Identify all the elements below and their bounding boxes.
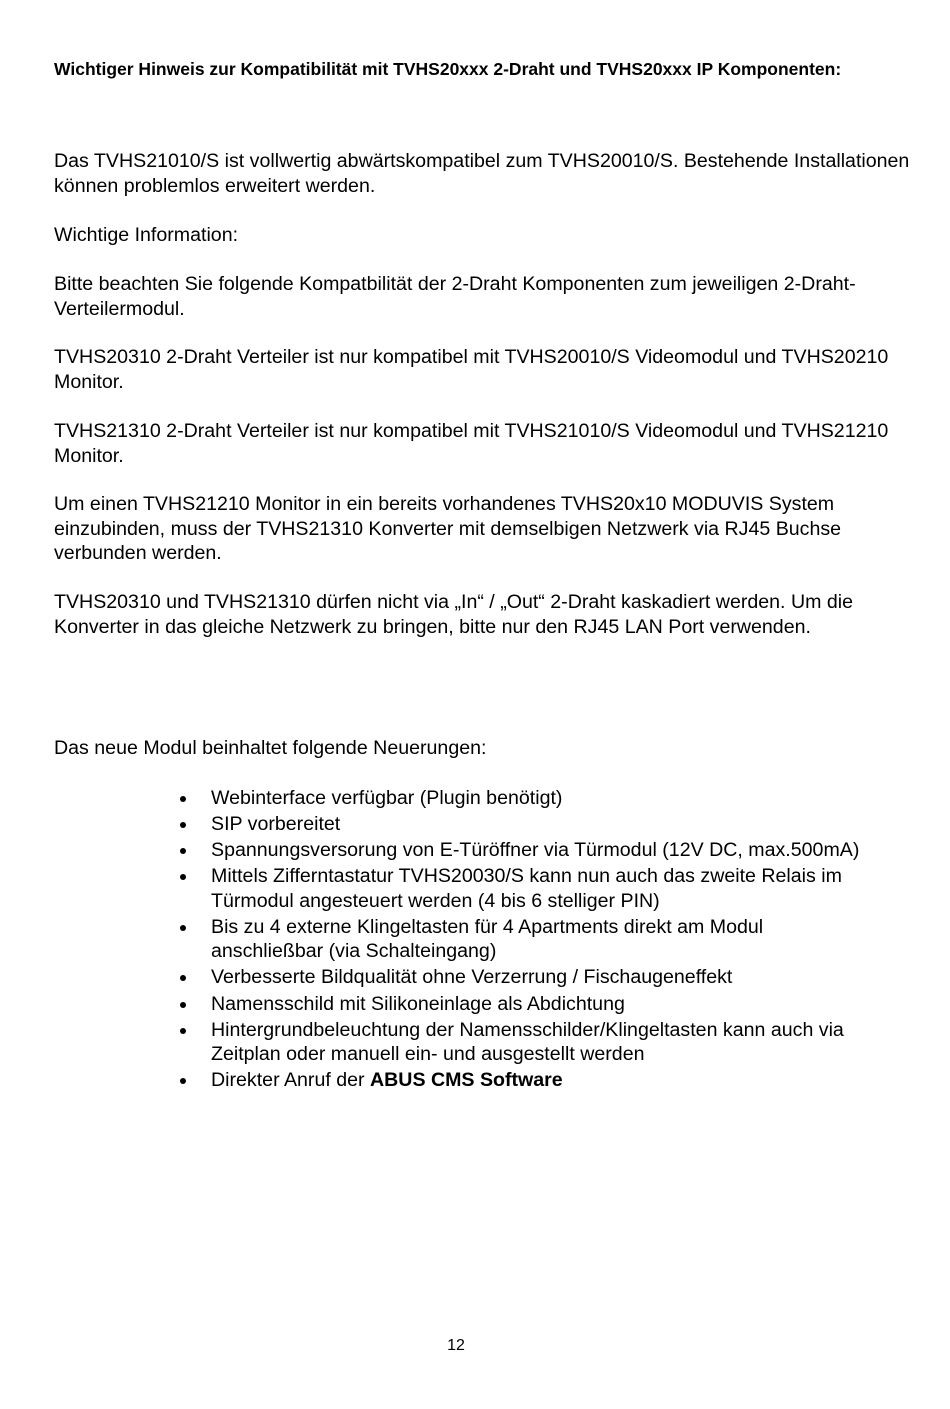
abus-cms-software-name: ABUS CMS Software bbox=[370, 1069, 563, 1092]
list-item: Direkter Anruf der ABUS CMS Software bbox=[175, 1068, 875, 1093]
list-item: Verbesserte Bildqualität ohne Verzerrung / Fischaugeneffekt bbox=[175, 965, 875, 990]
list-item: SIP vorbereitet bbox=[175, 812, 875, 837]
bullet-icon bbox=[180, 822, 186, 828]
paragraph-tvhs21310: TVHS21310 2-Draht Verteiler ist nur kompatibel mit TVHS21010/S Videomodul und TVHS21210 Monitor. bbox=[54, 420, 889, 467]
bullet-icon bbox=[180, 1028, 186, 1034]
list-item: Namensschild mit Silikoneinlage als Abdichtung bbox=[175, 992, 875, 1017]
bullet-icon bbox=[180, 848, 186, 854]
feature-list bbox=[175, 786, 875, 1094]
paragraph-new-features-intro: Das neue Modul beinhaltet folgende Neuerungen: bbox=[54, 737, 487, 759]
bullet-icon bbox=[180, 874, 186, 880]
paragraph-note: Bitte beachten Sie folgende Kompatbilität der 2-Draht Komponenten zum jeweiligen 2-Draht-Verteilermodul. bbox=[54, 273, 856, 320]
list-item: Hintergrundbeleuchtung der Namensschilder/Klingeltasten kann auch via Zeitplan oder manuell ein- und ausgestellt werden bbox=[175, 1018, 875, 1067]
list-item: Spannungsversorung von E-Türöffner via Türmodul (12V DC, max.500mA) bbox=[175, 838, 875, 863]
list-item: Webinterface verfügbar (Plugin benötigt) bbox=[175, 786, 875, 811]
page-heading: Wichtiger Hinweis zur Kompatibilität mit TVHS20xxx 2-Draht und TVHS20xxx IP Komponenten: bbox=[54, 59, 842, 79]
paragraph-integration: Um einen TVHS21210 Monitor in ein bereits vorhandenes TVHS20x10 MODUVIS System einzubinden, muss der TVHS21310 Konverter mit demselbigen Netzwerk via RJ45 Buchse verbunden werden. bbox=[54, 493, 842, 564]
list-item: Bis zu 4 externe Klingeltasten für 4 Apartments direkt am Modul anschließbar (via Schalteingang) bbox=[175, 915, 875, 964]
page-number: 12 bbox=[447, 1337, 465, 1354]
bullet-icon bbox=[180, 1078, 186, 1084]
bullet-icon bbox=[180, 796, 186, 802]
paragraph-tvhs20310: TVHS20310 2-Draht Verteiler ist nur kompatibel mit TVHS20010/S Videomodul und TVHS20210 Monitor. bbox=[54, 346, 889, 393]
paragraph-compatibility: Das TVHS21010/S ist vollwertig abwärtskompatibel zum TVHS20010/S. Bestehende Installationen können problemlos erweitert werden. bbox=[54, 150, 910, 197]
paragraph-cascading: TVHS20310 und TVHS21310 dürfen nicht via „In“ / „Out“ 2-Draht kaskadiert werden. Um die Konverter in das gleiche Netzwerk zu bringen, bitte nur den RJ45 LAN Port verwenden. bbox=[54, 591, 854, 638]
bullet-icon bbox=[180, 925, 186, 931]
list-item: Mittels Zifferntastatur TVHS20030/S kann nun auch das zweite Relais im Türmodul angesteuert werden (4 bis 6 stelliger PIN) bbox=[175, 864, 875, 913]
bullet-icon bbox=[180, 975, 186, 981]
paragraph-important-info: Wichtige Information: bbox=[54, 224, 239, 246]
bullet-icon bbox=[180, 1002, 186, 1008]
